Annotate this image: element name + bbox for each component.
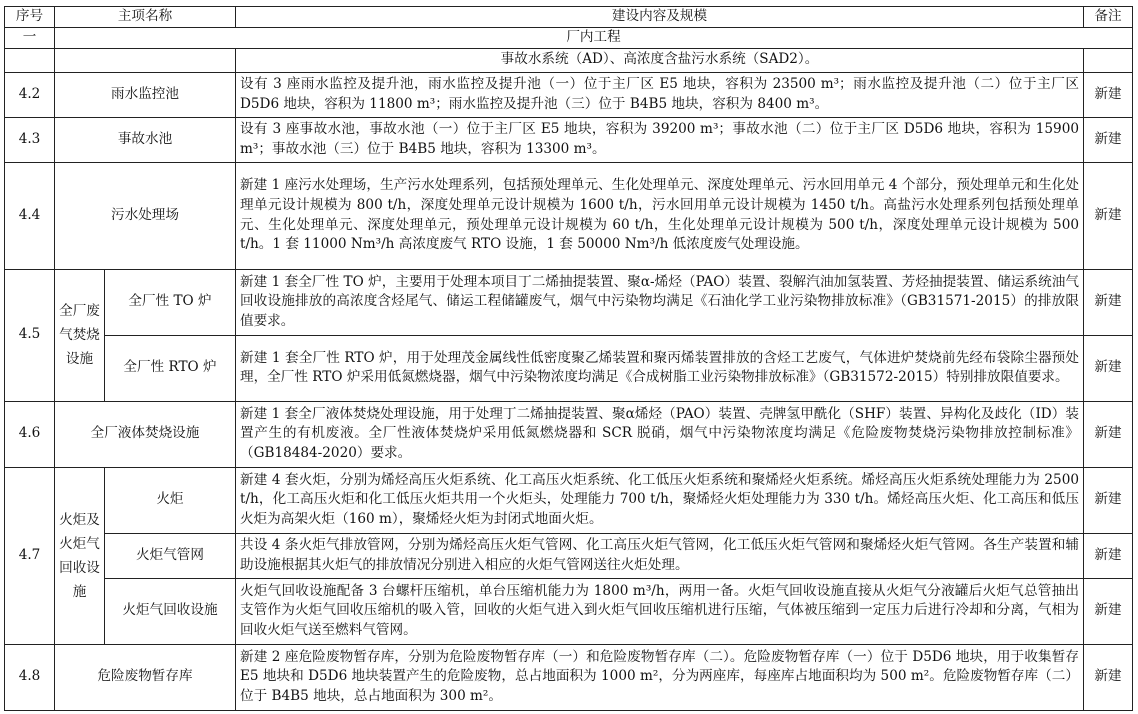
row-content: 新建 1 套全厂液体焚烧处理设施，用于处理丁二烯抽提装置、聚α烯烃（PAO）装置、壳牌氢甲酰化（SHF）装置、异构化及歧化（ID）装置产生的有机废液。全厂性液体焚烧炉采用低氮燃烧器和 SCR 脱硝，烟气中污染物浓度均满足《危险废物焚烧污染物排放控制标准》（GB18484-2020）要求。	[236, 401, 1084, 467]
header-remark: 备注	[1084, 7, 1133, 28]
row-remark: 新建	[1084, 335, 1133, 401]
table-row	[5, 72, 1133, 117]
sub-name: 全厂性 RTO 炉	[105, 335, 236, 401]
row-remark: 新建	[1084, 467, 1133, 533]
row-name: 污水处理场	[55, 162, 236, 269]
row-content: 火炬气回收设施配备 3 台螺杆压缩机，单台压缩机能力为 1800 m³/h，两用一备。火炬气回收设施直接从火炬气分液罐后火炬气总管抽出支管作为火炬气回收压缩机的吸入管，回收的火炬气进入到火炬气回收压缩机进行压缩，气体被压缩到一定压力后进行冷却和分离，气相为回收火炬气送至燃料气管网。	[236, 578, 1084, 644]
row-content: 新建 1 座污水处理场，生产污水处理系列，包括预处理单元、生化处理单元、深度处理单元、污水回用单元 4 个部分，预处理单元和生化处理单元设计规模为 800 t/h，深度处理单元设计规模为 1600 t/h，污水回用单元设计规模为 1450 t/h。高盐污水处理系列包括预处理单元、生化处理单元、深度处理单元，预处理单元设计规模为 60 t/h，生化处理单元设计规模为 500 t/h，深度处理单元设计规模为 500 t/h。1 套 11000 Nm³/h 高浓度废气 RTO 设施，1 套 50000 Nm³/h 低浓度废气处理设施。	[236, 162, 1084, 269]
sub-name: 火炬	[105, 467, 236, 533]
continuation-content: 事故水系统（AD）、高浓度含盐污水系统（SAD2）。	[236, 48, 1084, 72]
row-no: 4.5	[5, 269, 55, 401]
row-remark: 新建	[1084, 401, 1133, 467]
table-row	[5, 533, 1133, 578]
row-content: 新建 1 套全厂性 RTO 炉，用于处理茂金属线性低密度聚乙烯装置和聚丙烯装置排放的含烃工艺废气，气体进炉焚烧前先经布袋除尘器预处理，全厂性 RTO 炉采用低氮燃烧器，烟气中污染物浓度均满足《合成树脂工业污染物排放标准》（GB31572-2015）特别排放限值要求。	[236, 335, 1084, 401]
table-row	[5, 467, 1133, 533]
row-remark: 新建	[1084, 578, 1133, 644]
table-row	[5, 401, 1133, 467]
row-name: 事故水池	[55, 117, 236, 162]
row-content: 设有 3 座雨水监控及提升池，雨水监控及提升池（一）位于主厂区 E5 地块，容积为 23500 m³；雨水监控及提升池（二）位于主厂区 D5D6 地块，容积为 11800 m³；雨水监控及提升池（三）位于 B4B5 地块，容积为 8400 m³。	[236, 72, 1084, 117]
row-remark: 新建	[1084, 533, 1133, 578]
row-no: 4.3	[5, 117, 55, 162]
header-no: 序号	[5, 7, 55, 28]
section-row	[5, 28, 1133, 49]
group-name: 全厂废气焚烧设施	[55, 269, 105, 401]
row-no: 4.4	[5, 162, 55, 269]
group-name: 火炬及火炬气回收设施	[55, 467, 105, 644]
row-remark: 新建	[1084, 72, 1133, 117]
header-row	[5, 7, 1133, 28]
row-content: 新建 4 套火炬，分别为烯烃高压火炬系统、化工高压火炬系统、化工低压火炬系统和聚烯烃火炬系统。烯烃高压火炬系统处理能力为 2500 t/h，化工高压火炬和化工低压火炬共用一个火炬头，处理能力 700 t/h，聚烯烃火炬处理能力为 330 t/h。烯烃高压火炬、化工高压和低压火炬为高架火炬（160 m），聚烯烃火炬为封闭式地面火炬。	[236, 467, 1084, 533]
row-remark: 新建	[1084, 162, 1133, 269]
row-name: 雨水监控池	[55, 72, 236, 117]
table-row	[5, 644, 1133, 710]
row-remark: 新建	[1084, 644, 1133, 710]
table-row	[5, 162, 1133, 269]
sub-name: 火炬气回收设施	[105, 578, 236, 644]
row-name: 危险废物暂存库	[55, 644, 236, 710]
table-row	[5, 117, 1133, 162]
header-content: 建设内容及规模	[236, 7, 1084, 28]
sub-name: 全厂性 TO 炉	[105, 269, 236, 335]
row-no: 4.6	[5, 401, 55, 467]
row-no: 4.2	[5, 72, 55, 117]
row-content: 新建 2 座危险废物暂存库，分别为危险废物暂存库（一）和危险废物暂存库（二）。危险废物暂存库（一）位于 D5D6 地块，用于收集暂存 E5 地块和 D5D6 地块装置产生的危险废物，总占地面积为 1000 m²，分为两座库，每座库占地面积均为 500 m²。危险废物暂存库（二）位于 B4B5 地块，总占地面积为 300 m²。	[236, 644, 1084, 710]
row-remark: 新建	[1084, 269, 1133, 335]
row-no: 4.7	[5, 467, 55, 644]
row-name: 全厂液体焚烧设施	[55, 401, 236, 467]
sub-name: 火炬气管网	[105, 533, 236, 578]
header-name: 主项名称	[55, 7, 236, 28]
row-content: 共设 4 条火炬气排放管网，分别为烯烃高压火炬气管网、化工高压火炬气管网，化工低压火炬气管网和聚烯烃火炬气管网。各生产装置和辅助设施根据其火炬气的排放情况分别进入相应的火炬气管网送往火炬处理。	[236, 533, 1084, 578]
row-content: 新建 1 套全厂性 TO 炉，主要用于处理本项目丁二烯抽提装置、聚α-烯烃（PAO）装置、裂解汽油加氢装置、芳烃抽提装置、储运系统油气回收设施排放的高浓度含烃尾气、储运工程储罐废气，烟气中污染物均满足《石油化学工业污染物排放标准》（GB31571-2015）的排放限值要求。	[236, 269, 1084, 335]
table-row	[5, 269, 1133, 335]
row-remark: 新建	[1084, 117, 1133, 162]
construction-table	[4, 6, 1133, 711]
row-no: 4.8	[5, 644, 55, 710]
table-row	[5, 578, 1133, 644]
section-no: 一	[5, 28, 55, 49]
row-content: 设有 3 座事故水池，事故水池（一）位于主厂区 E5 地块，容积为 39200 m³；事故水池（二）位于主厂区 D5D6 地块，容积为 15900 m³；事故水池（三）位于 B4B5 地块，容积为 13300 m³。	[236, 117, 1084, 162]
continuation-row	[5, 48, 1133, 72]
table-row	[5, 335, 1133, 401]
section-title: 厂内工程	[55, 28, 1133, 49]
